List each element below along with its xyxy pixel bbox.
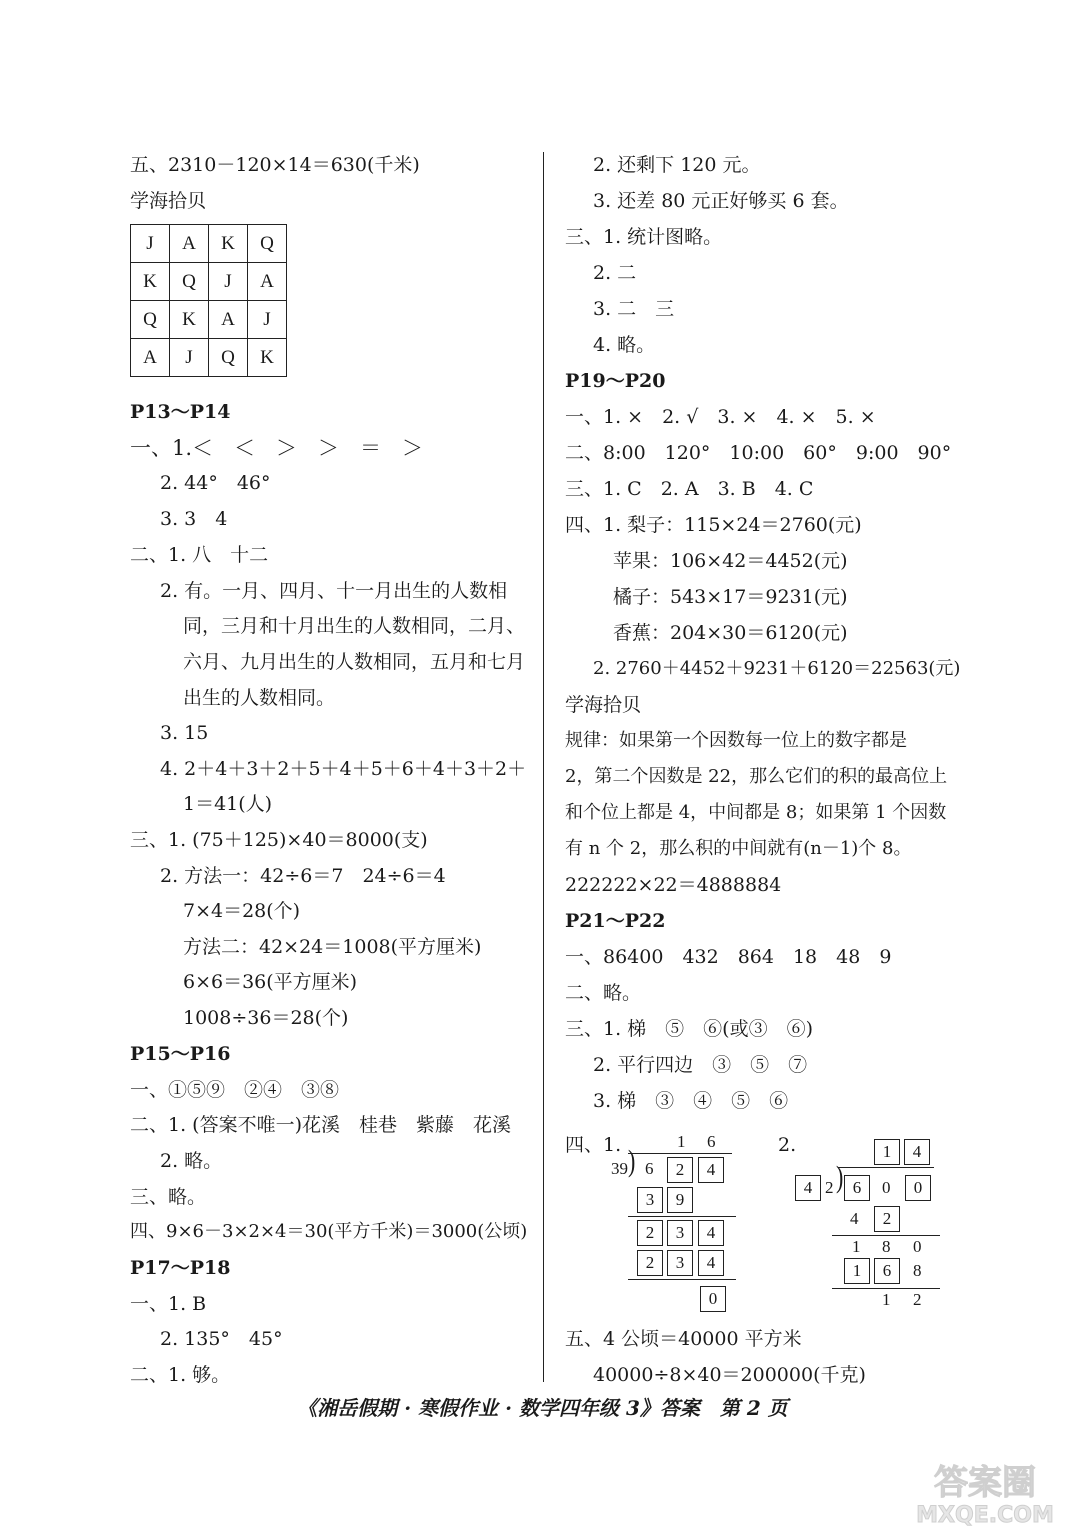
answer-line: 3. 3 4 bbox=[160, 508, 228, 530]
answer-line: 橘子：543×17＝9231(元) bbox=[613, 586, 848, 608]
card-cell: K bbox=[131, 263, 170, 301]
answer-line: 二、1. 八 十二 bbox=[130, 544, 269, 566]
step-digit: 8 bbox=[882, 1237, 891, 1256]
remainder-digit: 2 bbox=[913, 1290, 922, 1309]
quotient-digit: 1 bbox=[677, 1132, 686, 1151]
answer-line: 2. 方法一：42÷6＝7 24÷6＝4 bbox=[160, 865, 446, 887]
subtraction-line bbox=[628, 1279, 736, 1280]
answer-line: 五、4 公顷＝40000 平方米 bbox=[565, 1328, 802, 1350]
answer-line: 2. 2760＋4452＋9231＋6120＝22563(元) bbox=[593, 658, 961, 679]
answer-line: 一、①⑤⑨ ②④ ③⑧ bbox=[130, 1079, 340, 1101]
card-cell: J bbox=[209, 263, 248, 301]
answer-line: 2. bbox=[778, 1134, 797, 1156]
answer-line: 三、1. C 2. A 3. B 4. C bbox=[565, 478, 814, 500]
answer-line: 三、1. (75＋125)×40＝8000(支) bbox=[130, 829, 428, 851]
quotient-digit: 6 bbox=[707, 1132, 716, 1151]
answer-line: 2. 44° 46° bbox=[160, 472, 271, 494]
answer-line: 4. 略。 bbox=[593, 334, 656, 356]
answer-line: 40000÷8×40＝200000(千克) bbox=[593, 1364, 866, 1386]
answer-line: 3. 还差 80 元正好够买 6 套。 bbox=[593, 190, 849, 212]
answer-line: 一、1. B bbox=[130, 1293, 207, 1315]
answer-line: 2. 135° 45° bbox=[160, 1328, 283, 1350]
answer-line: 2，第二个因数是 22，那么它们的积的最高位上 bbox=[565, 766, 948, 787]
answer-line: 222222×22＝4888884 bbox=[565, 874, 782, 896]
answer-line: 苹果：106×42＝4452(元) bbox=[613, 550, 848, 572]
watermark-text: 答案圈 bbox=[934, 1463, 1036, 1503]
answer-line: 二、略。 bbox=[565, 982, 642, 1004]
answer-line: 7×4＝28(个) bbox=[183, 900, 301, 922]
answer-box: 1 bbox=[874, 1139, 900, 1165]
card-grid bbox=[130, 224, 287, 377]
section-title: 学海拾贝 bbox=[130, 190, 207, 212]
answer-box: 4 bbox=[698, 1220, 724, 1246]
answer-box: 0 bbox=[700, 1286, 726, 1312]
answer-line: 二、8:00 120° 10:00 60° 9:00 90° bbox=[565, 442, 952, 464]
card-cell: A bbox=[170, 225, 209, 263]
step-digit: 4 bbox=[850, 1209, 859, 1228]
divisor-digit: 2 bbox=[825, 1178, 834, 1197]
answer-box: 2 bbox=[667, 1157, 693, 1183]
answer-line: 2. 二 bbox=[593, 262, 637, 284]
answer-box: 6 bbox=[874, 1258, 900, 1284]
step-digit: 8 bbox=[913, 1261, 922, 1280]
card-cell: K bbox=[209, 225, 248, 263]
answer-box: 4 bbox=[698, 1157, 724, 1183]
answer-box: 4 bbox=[698, 1250, 724, 1276]
answer-box: 1 bbox=[844, 1258, 870, 1284]
card-cell: Q bbox=[248, 225, 287, 263]
answer-line: 三、1. 梯 ⑤ ⑥(或③ ⑥) bbox=[565, 1018, 813, 1040]
answer-line: 三、略。 bbox=[130, 1186, 207, 1208]
answer-line: 同，三月和十月出生的人数相同，二月、 bbox=[183, 615, 526, 637]
answer-line: 6×6＝36(平方厘米) bbox=[183, 971, 358, 993]
answer-box: 2 bbox=[637, 1220, 663, 1246]
answer-box: 0 bbox=[905, 1175, 931, 1201]
answer-line: 有 n 个 2，那么积的中间就有(n－1)个 8。 bbox=[565, 838, 912, 859]
answer-line: 3. 二 三 bbox=[593, 298, 675, 320]
step-digit: 0 bbox=[913, 1237, 922, 1256]
subtraction-line bbox=[628, 1216, 736, 1217]
answer-line: 一、1. × 2. √ 3. × 4. × 5. × bbox=[565, 406, 876, 428]
answer-line: 三、1. 统计图略。 bbox=[565, 226, 723, 248]
watermark-url: MXQE.COM bbox=[916, 1503, 1054, 1528]
page-range-heading: P21～P22 bbox=[565, 910, 666, 932]
step-digit: 1 bbox=[852, 1237, 861, 1256]
answer-line: 和个位上都是 4，中间都是 8；如果第 1 个因数 bbox=[565, 802, 947, 823]
answer-line: 五、2310－120×14＝630(千米) bbox=[130, 154, 420, 176]
answer-line: 2. 略。 bbox=[160, 1150, 223, 1172]
answer-line: 3. 15 bbox=[160, 722, 209, 744]
answer-line: 六月、九月出生的人数相同，五月和七月 bbox=[183, 651, 526, 673]
answer-line: 1008÷36＝28(个) bbox=[183, 1007, 349, 1029]
card-cell: Q bbox=[131, 301, 170, 339]
answer-box: 2 bbox=[874, 1206, 900, 1232]
answer-line: 2. 平行四边 ③ ⑤ ⑦ bbox=[593, 1054, 808, 1076]
answer-line: 出生的人数相同。 bbox=[183, 687, 336, 709]
dividend-digit: 6 bbox=[645, 1159, 654, 1178]
answer-box: 4 bbox=[795, 1175, 821, 1201]
answer-box: 2 bbox=[637, 1250, 663, 1276]
answer-box: 3 bbox=[667, 1220, 693, 1246]
card-cell: J bbox=[131, 225, 170, 263]
answer-box: 9 bbox=[667, 1187, 693, 1213]
answer-line: 1＝41(人) bbox=[183, 793, 273, 815]
answer-box: 3 bbox=[637, 1187, 663, 1213]
column-divider bbox=[543, 152, 544, 1382]
answer-box: 6 bbox=[844, 1175, 870, 1201]
division-bar bbox=[838, 1167, 934, 1168]
answer-line: 一、1.＜ ＜ ＞ ＞ ＝ ＞ bbox=[130, 436, 424, 460]
page-footer: 《湘岳假期 · 寒假作业 · 数学四年级 3》答案 第 2 页 bbox=[297, 1396, 788, 1420]
card-cell: A bbox=[248, 263, 287, 301]
card-cell: A bbox=[209, 301, 248, 339]
answer-line: 3. 梯 ③ ④ ⑤ ⑥ bbox=[593, 1090, 789, 1112]
answer-line: 2. 有。一月、四月、十一月出生的人数相 bbox=[160, 580, 508, 602]
section-title: 学海拾贝 bbox=[565, 694, 642, 716]
answer-line: 二、1. (答案不唯一)花溪 桂巷 紫藤 花溪 bbox=[130, 1114, 511, 1136]
answer-line: 四、9×6－3×2×4＝30(平方千米)＝3000(公顷) bbox=[130, 1221, 528, 1242]
answer-line: 规律：如果第一个因数每一位上的数字都是 bbox=[565, 730, 907, 751]
page-range-heading: P15～P16 bbox=[130, 1043, 231, 1065]
answer-line: 四、1. 梨子：115×24＝2760(元) bbox=[565, 514, 862, 536]
answer-line: 四、1. bbox=[565, 1134, 622, 1156]
answer-line: 一、86400 432 864 18 48 9 bbox=[565, 946, 892, 968]
card-cell: K bbox=[248, 339, 287, 377]
answer-line: 二、1. 够。 bbox=[130, 1364, 231, 1386]
remainder-digit: 1 bbox=[882, 1290, 891, 1309]
card-cell: K bbox=[170, 301, 209, 339]
card-cell: Q bbox=[209, 339, 248, 377]
answer-box: 3 bbox=[667, 1250, 693, 1276]
answer-line: 2. 还剩下 120 元。 bbox=[593, 154, 761, 176]
answer-line: 香蕉：204×30＝6120(元) bbox=[613, 622, 848, 644]
card-cell: Q bbox=[170, 263, 209, 301]
divisor: 39 bbox=[611, 1159, 628, 1178]
answer-box: 4 bbox=[904, 1139, 930, 1165]
watermark-logo bbox=[900, 1458, 1070, 1528]
card-cell: J bbox=[170, 339, 209, 377]
division-bar bbox=[628, 1153, 732, 1154]
page-range-heading: P13～P14 bbox=[130, 401, 231, 423]
page-range-heading: P17～P18 bbox=[130, 1257, 231, 1279]
page-range-heading: P19～P20 bbox=[565, 370, 666, 392]
answer-line: 4. 2＋4＋3＋2＋5＋4＋5＋6＋4＋3＋2＋ bbox=[160, 758, 527, 780]
dividend-digit: 0 bbox=[882, 1178, 891, 1197]
card-cell: A bbox=[131, 339, 170, 377]
answer-line: 方法二：42×24＝1008(平方厘米) bbox=[183, 936, 482, 958]
card-cell: J bbox=[248, 301, 287, 339]
